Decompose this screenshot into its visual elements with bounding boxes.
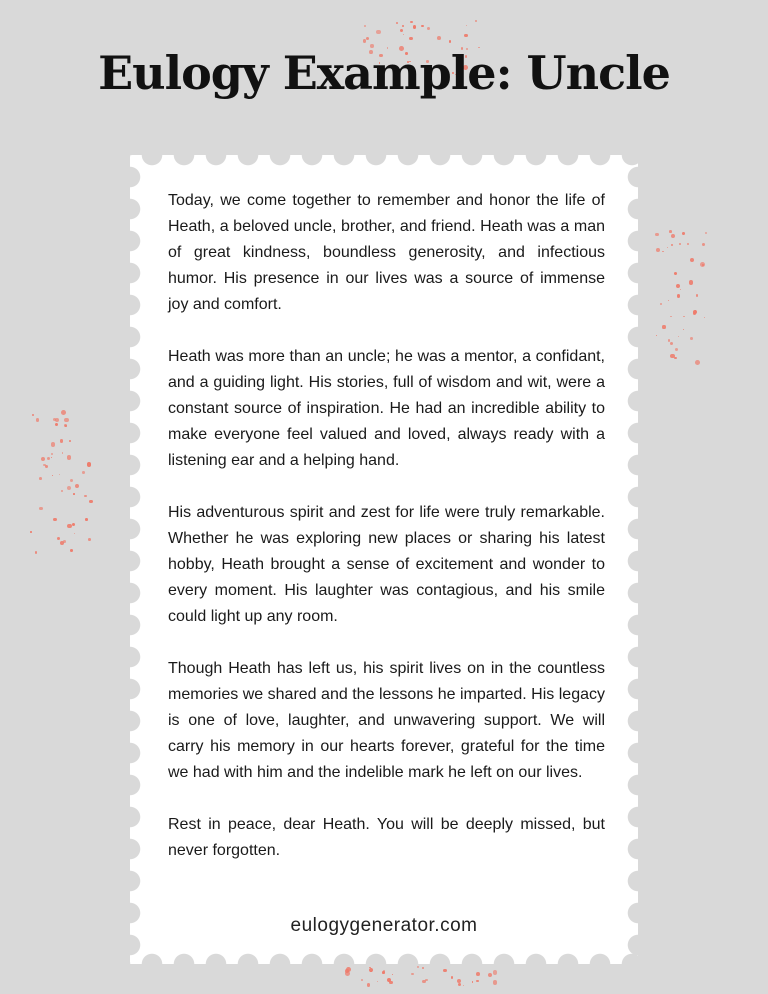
paragraph: Though Heath has left us, his spirit lives on in the countless memories we shared and the lessons he imparted. His legacy is one of love, laughter, and unwavering support. We will carry his memory in our hearts forever, grateful for the time we had with him and the indelible mark he left on our lives.: [168, 660, 605, 781]
splatter-dot: [363, 39, 366, 42]
splatter-dot: [683, 316, 685, 318]
splatter-dot: [89, 500, 92, 503]
splatter-dot: [690, 337, 693, 340]
splatter-dot: [671, 234, 675, 238]
stamp-card: [130, 155, 638, 964]
splatter-dot: [409, 37, 412, 40]
splatter-dot: [670, 316, 671, 317]
splatter-dot: [472, 981, 473, 982]
splatter-dot: [700, 262, 705, 267]
paragraph: His adventurous spirit and zest for life were truly remarkable. Whether he was exploring new places or sharing his latest hobby, Heath brought a sense of excitement and wonder to every moment. His laughter was contagious, and his smile could light up any room.: [168, 504, 605, 625]
splatter-dot: [61, 410, 66, 415]
splatter-dot: [51, 442, 56, 447]
splatter-dot: [476, 980, 479, 983]
splatter-dot: [422, 980, 425, 983]
splatter-dot: [51, 457, 52, 458]
splatter-dot: [702, 243, 705, 246]
splatter-dot: [421, 25, 424, 28]
splatter-dot: [458, 983, 461, 986]
splatter-dot: [52, 475, 53, 476]
splatter-dot: [32, 414, 34, 416]
splatter-dot: [87, 462, 92, 467]
scalloped-edge-left: [130, 155, 142, 964]
splatter-dot: [36, 418, 39, 421]
splatter-dot: [680, 289, 681, 290]
splatter-dot: [662, 325, 665, 328]
splatter-dot: [683, 329, 684, 330]
splatter-dot: [88, 538, 91, 541]
splatter-dot: [682, 232, 685, 235]
eulogy-text: [168, 188, 605, 890]
splatter-dot: [690, 258, 694, 262]
splatter-dot: [62, 452, 64, 454]
splatter-dot: [400, 29, 403, 32]
splatter-dot: [55, 423, 58, 426]
splatter-dot: [402, 25, 404, 27]
splatter-dot: [396, 22, 398, 24]
splatter-dot: [53, 518, 57, 522]
splatter-dot: [366, 37, 369, 40]
splatter-dot: [493, 980, 497, 984]
splatter-dot: [60, 439, 64, 443]
splatter-dot: [47, 457, 50, 460]
splatter-dot: [369, 968, 373, 972]
splatter-dot: [678, 336, 679, 337]
splatter-dot: [451, 976, 453, 978]
splatter-dot: [392, 974, 393, 975]
splatter-dot: [696, 294, 698, 296]
splatter-dot: [57, 537, 60, 540]
scalloped-edge-top: [130, 155, 638, 167]
splatter-dot: [345, 969, 349, 973]
splatter-dot: [674, 357, 676, 359]
splatter-dot: [466, 25, 467, 26]
splatter-dot: [660, 303, 663, 306]
splatter-dot: [70, 479, 73, 482]
splatter-dot: [376, 30, 380, 34]
splatter-dot: [410, 21, 413, 24]
splatter-dot: [443, 969, 447, 973]
splatter-dot: [417, 966, 419, 968]
splatter-dot: [676, 284, 680, 288]
page-title: Eulogy Example: Uncle: [98, 46, 670, 100]
splatter-dot: [422, 967, 424, 969]
splatter-dot: [364, 25, 366, 27]
splatter-dot: [84, 495, 86, 497]
splatter-dot: [82, 471, 85, 474]
splatter-dot: [667, 247, 668, 248]
splatter-dot: [675, 348, 679, 352]
splatter-dot: [463, 985, 464, 986]
splatter-dot: [689, 280, 694, 285]
paragraph: Heath was more than an uncle; he was a mentor, a confidant, and a guiding light. His stories, full of wisdom and wit, were a constant source of inspiration. He had an incredible ability to make everyone feel valued and loved, always ready with a listening ear and a helping hand.: [168, 348, 605, 469]
splatter-dot: [662, 251, 663, 252]
splatter-dot: [67, 486, 71, 490]
splatter-dot: [367, 983, 371, 987]
splatter-dot: [70, 549, 73, 552]
splatter-dot: [67, 524, 72, 529]
splatter-dot: [476, 972, 480, 976]
splatter-dot: [43, 464, 46, 467]
splatter-dot: [413, 25, 416, 28]
splatter-dot: [656, 248, 660, 252]
splatter-dot: [655, 233, 659, 237]
splatter-dot: [59, 474, 60, 475]
splatter-dot: [705, 232, 707, 234]
splatter-dot: [668, 300, 669, 301]
splatter-dot: [67, 455, 72, 460]
splatter-dot: [464, 34, 468, 38]
splatter-dot: [64, 424, 67, 427]
splatter-dot: [704, 317, 705, 318]
splatter-dot: [85, 518, 88, 521]
splatter-dot: [411, 973, 414, 976]
splatter-dot: [671, 244, 672, 245]
splatter-dot: [64, 418, 69, 423]
splatter-dot: [41, 457, 45, 461]
splatter-dot: [51, 453, 53, 455]
splatter-dot: [437, 36, 441, 40]
splatter-dot: [69, 440, 71, 442]
splatter-dot: [74, 533, 76, 535]
splatter-dot: [403, 34, 404, 35]
splatter-dot: [677, 294, 680, 297]
splatter-dot: [695, 360, 700, 365]
footer-website: eulogygenerator.com: [290, 915, 478, 936]
splatter-dot: [488, 973, 492, 977]
splatter-dot: [61, 490, 63, 492]
splatter-dot: [493, 970, 498, 975]
splatter-dot: [361, 979, 363, 981]
splatter-dot: [693, 312, 696, 315]
splatter-dot: [656, 335, 658, 337]
splatter-dot: [75, 484, 79, 488]
splatter-dot: [687, 243, 689, 245]
scalloped-edge-bottom: [130, 952, 638, 964]
splatter-dot: [35, 551, 38, 554]
paragraph: Today, we come together to remember and honor the life of Heath, a beloved uncle, brother, and friend. Heath was a man of great kindness, boundless generosity, and infectious humor. His presence in our lives was a source of immense joy and comfort.: [168, 192, 605, 313]
splatter-dot: [72, 523, 75, 526]
splatter-dot: [449, 40, 452, 43]
splatter-dot: [30, 531, 32, 533]
splatter-dot: [377, 981, 378, 982]
splatter-dot: [63, 540, 66, 543]
splatter-dot: [73, 493, 75, 495]
splatter-dot: [669, 230, 672, 233]
splatter-dot: [679, 243, 681, 245]
splatter-dot: [427, 27, 430, 30]
splatter-dot: [475, 20, 477, 22]
splatter-dot: [39, 507, 43, 511]
splatter-dot: [39, 477, 42, 480]
splatter-dot: [425, 979, 428, 982]
scalloped-edge-right: [626, 155, 638, 964]
splatter-dot: [670, 342, 674, 346]
splatter-dot: [674, 272, 678, 276]
paragraph: Rest in peace, dear Heath. You will be deeply missed, but never forgotten.: [168, 816, 605, 859]
